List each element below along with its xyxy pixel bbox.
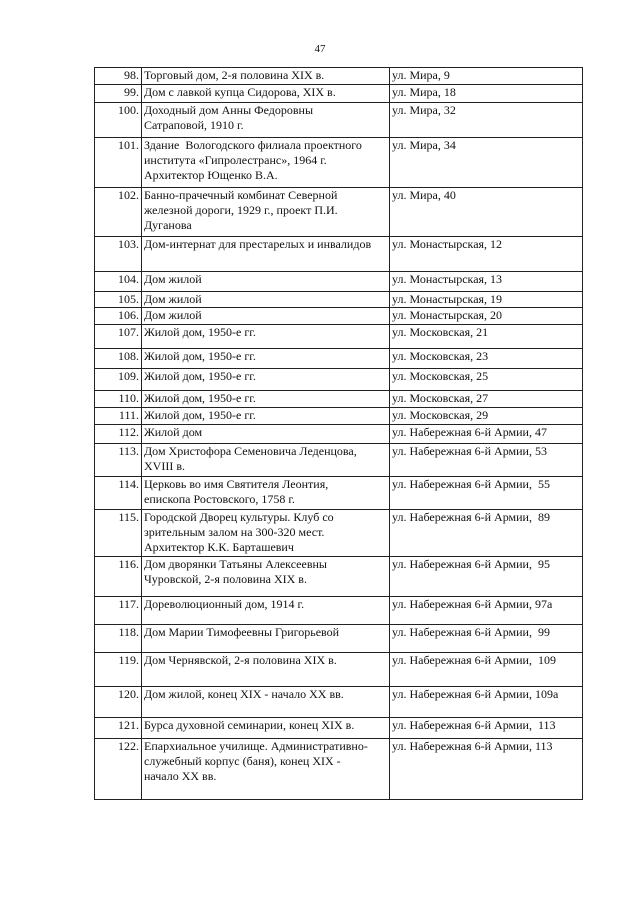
object-name: Дом жилой bbox=[142, 272, 390, 292]
row-number: 117. bbox=[95, 597, 142, 625]
row-number: 107. bbox=[95, 325, 142, 349]
table-row bbox=[95, 292, 583, 308]
object-address: ул. Набережная 6-й Армии, 95 bbox=[390, 557, 583, 597]
object-name: Банно-прачечный комбинат Северной железной дороги, 1929 г., проект П.И. Дуганова bbox=[142, 188, 390, 237]
heritage-objects-table bbox=[94, 67, 583, 800]
object-address: ул. Набережная 6-й Армии, 109а bbox=[390, 687, 583, 718]
object-address: ул. Монастырская, 12 bbox=[390, 237, 583, 272]
object-address: ул. Московская, 25 bbox=[390, 369, 583, 391]
row-number: 118. bbox=[95, 625, 142, 653]
object-name: Жилой дом, 1950-е гг. bbox=[142, 325, 390, 349]
object-address: ул. Набережная 6-й Армии, 53 bbox=[390, 444, 583, 477]
table-row bbox=[95, 687, 583, 718]
row-number: 104. bbox=[95, 272, 142, 292]
table-row bbox=[95, 597, 583, 625]
row-number: 112. bbox=[95, 425, 142, 444]
object-name: Дом жилой bbox=[142, 308, 390, 325]
table-row bbox=[95, 325, 583, 349]
object-address: ул. Набережная 6-й Армии, 47 bbox=[390, 425, 583, 444]
object-address: ул. Набережная 6-й Армии, 113 bbox=[390, 718, 583, 739]
row-number: 105. bbox=[95, 292, 142, 308]
object-name: Жилой дом bbox=[142, 425, 390, 444]
object-address: ул. Набережная 6-й Армии, 89 bbox=[390, 510, 583, 557]
row-number: 100. bbox=[95, 103, 142, 138]
row-number: 99. bbox=[95, 85, 142, 103]
table-row bbox=[95, 625, 583, 653]
object-name: Доходный дом Анны Федоровны Сатраповой, 1910 г. bbox=[142, 103, 390, 138]
table-row bbox=[95, 272, 583, 292]
object-name: Жилой дом, 1950-е гг. bbox=[142, 369, 390, 391]
object-address: ул. Московская, 29 bbox=[390, 408, 583, 425]
row-number: 110. bbox=[95, 391, 142, 408]
object-address: ул. Набережная 6-й Армии, 99 bbox=[390, 625, 583, 653]
table-row bbox=[95, 718, 583, 739]
object-name: Торговый дом, 2-я половина XIX в. bbox=[142, 68, 390, 85]
row-number: 116. bbox=[95, 557, 142, 597]
object-name: Дом жилой bbox=[142, 292, 390, 308]
object-address: ул. Набережная 6-й Армии, 97а bbox=[390, 597, 583, 625]
object-name: Церковь во имя Святителя Леонтия, епископа Ростовского, 1758 г. bbox=[142, 477, 390, 510]
object-name: Дом жилой, конец XIX - начало XX вв. bbox=[142, 687, 390, 718]
row-number: 106. bbox=[95, 308, 142, 325]
object-name: Жилой дом, 1950-е гг. bbox=[142, 349, 390, 369]
table-row bbox=[95, 510, 583, 557]
object-name: Дом-интернат для престарелых и инвалидов bbox=[142, 237, 390, 272]
object-name: Дом Чернявской, 2-я половина XIX в. bbox=[142, 653, 390, 687]
row-number: 120. bbox=[95, 687, 142, 718]
object-name: Дом с лавкой купца Сидорова, XIX в. bbox=[142, 85, 390, 103]
table-row bbox=[95, 557, 583, 597]
table-row bbox=[95, 138, 583, 188]
object-address: ул. Мира, 40 bbox=[390, 188, 583, 237]
table-row bbox=[95, 425, 583, 444]
table-row bbox=[95, 103, 583, 138]
object-address: ул. Набережная 6-й Армии, 113 bbox=[390, 739, 583, 800]
object-address: ул. Мира, 18 bbox=[390, 85, 583, 103]
row-number: 121. bbox=[95, 718, 142, 739]
object-address: ул. Мира, 32 bbox=[390, 103, 583, 138]
object-address: ул. Мира, 9 bbox=[390, 68, 583, 85]
row-number: 122. bbox=[95, 739, 142, 800]
table-row bbox=[95, 408, 583, 425]
object-name: Жилой дом, 1950-е гг. bbox=[142, 391, 390, 408]
row-number: 98. bbox=[95, 68, 142, 85]
table-row bbox=[95, 188, 583, 237]
object-name: Бурса духовной семинарии, конец XIX в. bbox=[142, 718, 390, 739]
object-address: ул. Московская, 23 bbox=[390, 349, 583, 369]
page-number: 47 bbox=[314, 43, 326, 55]
object-name: Епархиальное училище. Административно- служебный корпус (баня), конец XIX - начало XX вв. bbox=[142, 739, 390, 800]
object-name: Дом Марии Тимофеевны Григорьевой bbox=[142, 625, 390, 653]
object-address: ул. Набережная 6-й Армии, 109 bbox=[390, 653, 583, 687]
object-name: Городской Дворец культуры. Клуб со зрительным залом на 300-320 мест. Архитектор К.К. Барташевич bbox=[142, 510, 390, 557]
row-number: 102. bbox=[95, 188, 142, 237]
object-name: Дореволюционный дом, 1914 г. bbox=[142, 597, 390, 625]
object-address: ул. Монастырская, 13 bbox=[390, 272, 583, 292]
row-number: 114. bbox=[95, 477, 142, 510]
table-row bbox=[95, 349, 583, 369]
table-row bbox=[95, 237, 583, 272]
table-row bbox=[95, 653, 583, 687]
table-row bbox=[95, 369, 583, 391]
object-name: Здание Вологодского филиала проектного института «Гипролестранс», 1964 г. Архитектор Ющенко В.А. bbox=[142, 138, 390, 188]
object-address: ул. Набережная 6-й Армии, 55 bbox=[390, 477, 583, 510]
object-name: Дом дворянки Татьяны Алексеевны Чуровской, 2-я половина XIX в. bbox=[142, 557, 390, 597]
table-row bbox=[95, 85, 583, 103]
object-address: ул. Мира, 34 bbox=[390, 138, 583, 188]
row-number: 111. bbox=[95, 408, 142, 425]
table-row bbox=[95, 68, 583, 85]
table-row bbox=[95, 444, 583, 477]
object-address: ул. Московская, 27 bbox=[390, 391, 583, 408]
row-number: 103. bbox=[95, 237, 142, 272]
object-name: Жилой дом, 1950-е гг. bbox=[142, 408, 390, 425]
row-number: 109. bbox=[95, 369, 142, 391]
row-number: 101. bbox=[95, 138, 142, 188]
row-number: 119. bbox=[95, 653, 142, 687]
row-number: 108. bbox=[95, 349, 142, 369]
table-body bbox=[95, 68, 583, 800]
table-row bbox=[95, 391, 583, 408]
row-number: 115. bbox=[95, 510, 142, 557]
object-address: ул. Монастырская, 19 bbox=[390, 292, 583, 308]
table-row bbox=[95, 739, 583, 800]
object-name: Дом Христофора Семеновича Леденцова, XVIII в. bbox=[142, 444, 390, 477]
table-row bbox=[95, 477, 583, 510]
row-number: 113. bbox=[95, 444, 142, 477]
object-address: ул. Московская, 21 bbox=[390, 325, 583, 349]
object-address: ул. Монастырская, 20 bbox=[390, 308, 583, 325]
table-row bbox=[95, 308, 583, 325]
